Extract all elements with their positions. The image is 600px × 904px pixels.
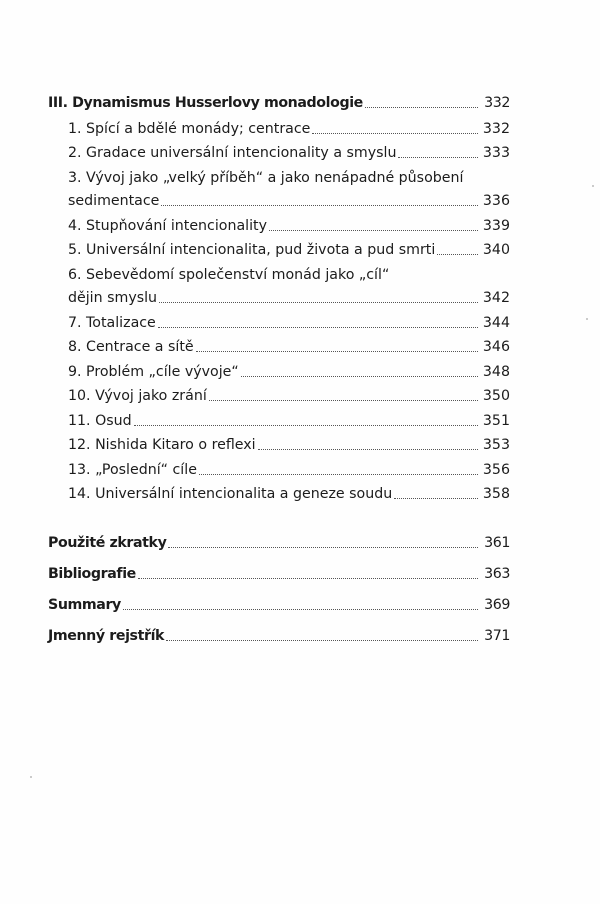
dot-leader [123,609,478,610]
toc-back-matter-entry [0,624,600,648]
toc-page-number: 332 [482,120,510,137]
toc-entry-title: 8. Centrace a sítě [68,339,194,355]
toc-entry-title: 2. Gradace universální intencionality a smyslu [68,145,397,161]
toc-page-number: 336 [482,193,510,209]
dot-leader [437,254,478,255]
toc-entry-title: Použité zkratky [48,535,167,551]
toc-chapter-entry [0,360,600,384]
toc-page-number: 361 [484,535,510,551]
toc-entry-title: 12. Nishida Kitaro o reflexi [68,437,256,453]
toc-entry-title: 14. Universální intencionalita a geneze soudu [68,486,393,502]
toc-page-number: 369 [484,597,510,613]
dot-leader [159,302,478,303]
toc-chapter-entry [0,482,600,506]
toc-page-number: 332 [484,95,510,111]
toc-chapter-entry [0,263,600,287]
toc-page-number: 353 [482,437,510,453]
toc-entry-title: 5. Universální intencionalita, pud života a pud smrti [68,242,436,258]
toc-chapter-entry [0,335,600,359]
toc-chapter-entry [0,189,600,213]
scan-speck [586,318,588,320]
dot-leader [196,351,478,352]
toc-entry-title: 13. „Poslední“ cíle [68,461,197,478]
toc-page-number: 371 [484,628,510,644]
toc-page-number: 363 [484,566,510,582]
dot-leader [138,578,478,579]
toc-entry-title: 11. Osud [68,412,132,429]
toc-entry-title: 1. Spící a bdělé monády; centrace [68,120,311,137]
toc-back-matter-entry [0,531,600,555]
toc-chapter-entry [0,458,600,482]
toc-page-number: 350 [482,388,510,404]
toc-entry-title: sedimentace [68,193,160,209]
toc-chapter-entry [0,409,600,433]
toc-back-matter-entry [0,562,600,586]
toc-page-number: 342 [482,290,510,306]
toc-entry-title: 7. Totalizace [68,314,156,331]
toc-page-number: 333 [482,145,510,161]
dot-leader [161,205,478,206]
toc-entry-title: Jmenný rejstřík [48,628,165,644]
dot-leader [365,107,478,108]
dot-leader [398,157,478,158]
toc-page-number: 344 [482,314,510,331]
toc-chapter-entry [0,238,600,262]
scan-speck [592,185,594,187]
toc-chapter-entry [0,384,600,408]
toc-page-number: 340 [482,242,510,258]
toc-page-number: 346 [482,339,510,355]
dot-leader [158,327,478,328]
toc-chapter-entry [0,214,600,238]
toc-entry-title: 3. Vývoj jako „velký příběh“ a jako nenápadné působení [68,169,464,186]
toc-entry-title: Bibliografie [48,566,136,582]
toc-page-number: 351 [482,412,510,429]
dot-leader [312,133,478,134]
toc-entry-title: Summary [48,597,121,613]
toc-chapter-entry [0,433,600,457]
toc-entry-title: 4. Stupňování intencionality [68,217,267,234]
toc-entry-title: dějin smyslu [68,290,158,306]
dot-leader [394,498,478,499]
toc-entry-title: 10. Vývoj jako zrání [68,388,207,404]
toc-section-heading [0,91,600,115]
toc-entry-title: 6. Sebevědomí společenství monád jako „cíl“ [68,266,390,283]
toc-entry-title: 9. Problém „cíle vývoje“ [68,363,239,380]
toc-page-number: 348 [482,363,510,380]
toc-entry-title: III. Dynamismus Husserlovy monadologie [48,95,363,111]
toc-chapter-entry [0,117,600,141]
scan-speck [30,776,32,778]
toc-back-matter-entry [0,593,600,617]
dot-leader [258,449,478,450]
dot-leader [269,230,478,231]
toc-page-number: 356 [482,461,510,478]
dot-leader [134,425,478,426]
toc-chapter-entry [0,166,600,190]
dot-leader [241,376,478,377]
toc-chapter-entry [0,286,600,310]
dot-leader [199,474,478,475]
dot-leader [209,400,478,401]
toc-page-number: 358 [482,486,510,502]
toc-chapter-entry [0,141,600,165]
toc-page-number: 339 [482,217,510,234]
dot-leader [166,640,478,641]
toc-chapter-entry [0,311,600,335]
dot-leader [168,547,478,548]
